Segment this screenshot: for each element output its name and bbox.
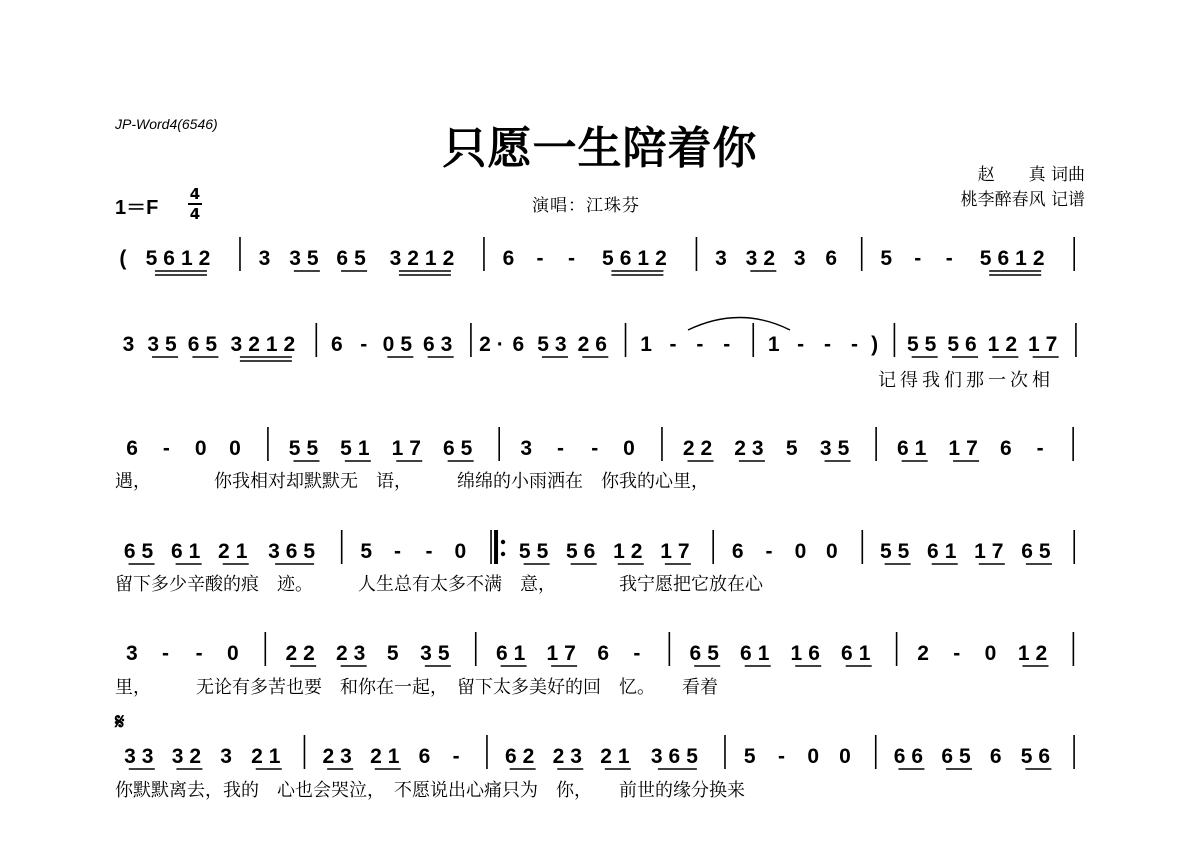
note-group: 65 — [941, 745, 977, 768]
note-group: 55 — [288, 437, 325, 460]
note-group: 3 — [125, 642, 144, 665]
note-group: 17 — [391, 437, 427, 460]
note-group: 5 — [880, 247, 899, 270]
note-group: 21 — [251, 745, 287, 768]
note-group: 51 — [340, 437, 376, 460]
note-group: 5612 — [979, 247, 1051, 270]
note-group: - — [536, 247, 550, 270]
note-group: 23 — [552, 745, 588, 768]
note-group: - — [850, 333, 864, 356]
note-group: 0 — [454, 540, 473, 563]
note-group: 0 — [984, 642, 1003, 665]
note-group: - — [777, 745, 791, 768]
note-group: - — [1036, 437, 1050, 460]
note-group: 56 — [947, 333, 983, 356]
note-group: 0 — [229, 437, 247, 460]
note-group: 22 — [285, 642, 321, 665]
key-signature: 1＝F — [115, 197, 159, 219]
note-group: 2· — [479, 333, 510, 356]
note-group: 3 — [258, 247, 277, 270]
note-group: 05 — [382, 333, 419, 356]
note-group: 66 — [893, 745, 930, 768]
note-group: 65 — [1021, 540, 1057, 563]
note-group: 35 — [147, 333, 183, 356]
note-group: 55 — [906, 333, 943, 356]
note-group: 33 — [124, 745, 160, 768]
note-group: 0 — [807, 745, 826, 768]
note-group: 1 — [640, 333, 658, 356]
note-group: 56 — [1020, 745, 1057, 768]
note-group: 6 — [502, 247, 521, 270]
note-group: 65 — [123, 540, 160, 563]
note-group: 6 — [1000, 437, 1018, 460]
note-group: 0 — [194, 437, 213, 460]
note-group: 5 — [785, 437, 804, 460]
note-group: 6 — [126, 437, 144, 460]
note-group: - — [591, 437, 605, 460]
transcriber-credit: 桃李醉春风 记谱 — [960, 190, 1085, 210]
note-group: - — [567, 247, 581, 270]
lyrics-line-3: 遇， 你我相对却默默无 语， 绵绵的小雨洒在 你我的心里， — [115, 471, 709, 492]
note-group: 0 — [794, 540, 813, 563]
note-group: 5 — [386, 642, 405, 665]
note-group: - — [945, 247, 959, 270]
tie-arc — [688, 318, 790, 331]
note-group: 23 — [734, 437, 770, 460]
note-group: 55 — [518, 540, 555, 563]
note-group: 0 — [839, 745, 857, 768]
note-group: - — [669, 333, 683, 356]
note-group: 63 — [422, 333, 459, 356]
note-group: 17 — [1027, 333, 1064, 356]
note-group: 6 — [731, 540, 750, 563]
note-group: 3 — [122, 333, 141, 356]
lyricist-composer-credit: 赵 真 词曲 — [977, 165, 1085, 185]
note-group: - — [765, 540, 779, 563]
note-group: 17 — [660, 540, 696, 563]
note-group: 21 — [600, 745, 636, 768]
note-group: 5 — [360, 540, 379, 563]
note-group: 3 — [793, 247, 812, 270]
note-group: 6 — [597, 642, 616, 665]
repeat-dot — [501, 552, 505, 556]
note-group: 61 — [927, 540, 963, 563]
note-group: 0 — [623, 437, 641, 460]
note-group: 17 — [546, 642, 582, 665]
note-group: 23 — [322, 745, 358, 768]
note-group: 61 — [740, 642, 776, 665]
repeat-dot — [501, 540, 505, 544]
lyrics-line-6: 你默默离去，我的 心也会哭泣， 不愿说出心痛只为 你， 前世的缘分换来 — [115, 780, 745, 801]
note-group: 5 — [743, 745, 762, 768]
note-group: 17 — [948, 437, 984, 460]
note-group: - — [162, 437, 176, 460]
note-group: 62 — [504, 745, 541, 768]
note-group: 12 — [1017, 642, 1054, 665]
meter-bottom: 4 — [189, 205, 201, 223]
note-group: 56 — [566, 540, 602, 563]
meter-top: 4 — [189, 185, 201, 203]
note-group: 35 — [420, 642, 456, 665]
bracket: ( — [119, 247, 133, 270]
note-group: 3212 — [389, 247, 461, 270]
note-group: 22 — [682, 437, 719, 460]
song-title: 只愿一生陪着你 — [442, 123, 758, 174]
note-group: - — [425, 540, 439, 563]
source-label: JP-Word4(6546) — [115, 116, 218, 132]
note-group: 61 — [841, 642, 877, 665]
note-group: 12 — [613, 540, 649, 563]
note-group: 3 — [520, 437, 539, 460]
note-group: - — [195, 642, 209, 665]
note-group: - — [914, 247, 928, 270]
note-group: - — [824, 333, 838, 356]
note-group: 61 — [170, 540, 207, 563]
note-group: 65 — [336, 247, 372, 270]
note-group: 53 — [537, 333, 573, 356]
note-group: 61 — [495, 642, 532, 665]
note-group: 61 — [896, 437, 933, 460]
note-group: - — [162, 642, 176, 665]
note-group: 365 — [650, 745, 704, 768]
note-group: 21 — [370, 745, 406, 768]
note-group: 3212 — [230, 333, 302, 356]
note-group: 26 — [577, 333, 613, 356]
singer-credit: 演唱：江珠芬 — [532, 196, 640, 216]
note-group: - — [797, 333, 811, 356]
note-group: - — [556, 437, 570, 460]
bracket: ) — [871, 333, 885, 356]
note-group: 65 — [187, 333, 224, 356]
lyrics-line-2: 记得我们那一次相 — [878, 370, 1054, 391]
note-group: - — [360, 333, 374, 356]
segno-sign: 𝄋 — [115, 710, 125, 735]
note-group: 6 — [330, 333, 349, 356]
note-group: 6 — [418, 745, 437, 768]
note-group: 21 — [218, 540, 254, 563]
note-group: - — [953, 642, 967, 665]
note-group: 32 — [171, 745, 208, 768]
note-group: 1 — [767, 333, 786, 356]
note-group: 35 — [819, 437, 856, 460]
lyrics-line-4: 留下多少辛酸的痕 迹。 人生总有太多不满 意， 我宁愿把它放在心 — [115, 574, 763, 595]
note-group: 6 — [989, 745, 1008, 768]
note-group: - — [633, 642, 647, 665]
note-group: 6 — [825, 247, 844, 270]
note-group: 3 — [220, 745, 238, 768]
lyrics-line-5: 里， 无论有多苦也要 和你在一起， 留下太多美好的回 忆。 看着 — [115, 677, 718, 698]
note-group: 65 — [442, 437, 479, 460]
note-group: 35 — [289, 247, 325, 270]
note-group: 16 — [790, 642, 826, 665]
note-group: 365 — [268, 540, 322, 563]
note-group: 2 — [917, 642, 935, 665]
note-group: 12 — [987, 333, 1024, 356]
note-group: 5612 — [602, 247, 673, 270]
note-group: 17 — [974, 540, 1010, 563]
note-group: 0 — [226, 642, 245, 665]
note-group: 55 — [879, 540, 916, 563]
note-group: 23 — [336, 642, 372, 665]
note-group: - — [394, 540, 408, 563]
note-group: - — [452, 745, 466, 768]
note-group: 3 — [715, 247, 733, 270]
note-group: 0 — [825, 540, 844, 563]
note-group: 32 — [745, 247, 782, 270]
note-group: - — [723, 333, 737, 356]
note-group: - — [696, 333, 710, 356]
note-group: 65 — [689, 642, 725, 665]
note-group: 6 — [512, 333, 531, 356]
note-group: 5612 — [145, 247, 217, 270]
